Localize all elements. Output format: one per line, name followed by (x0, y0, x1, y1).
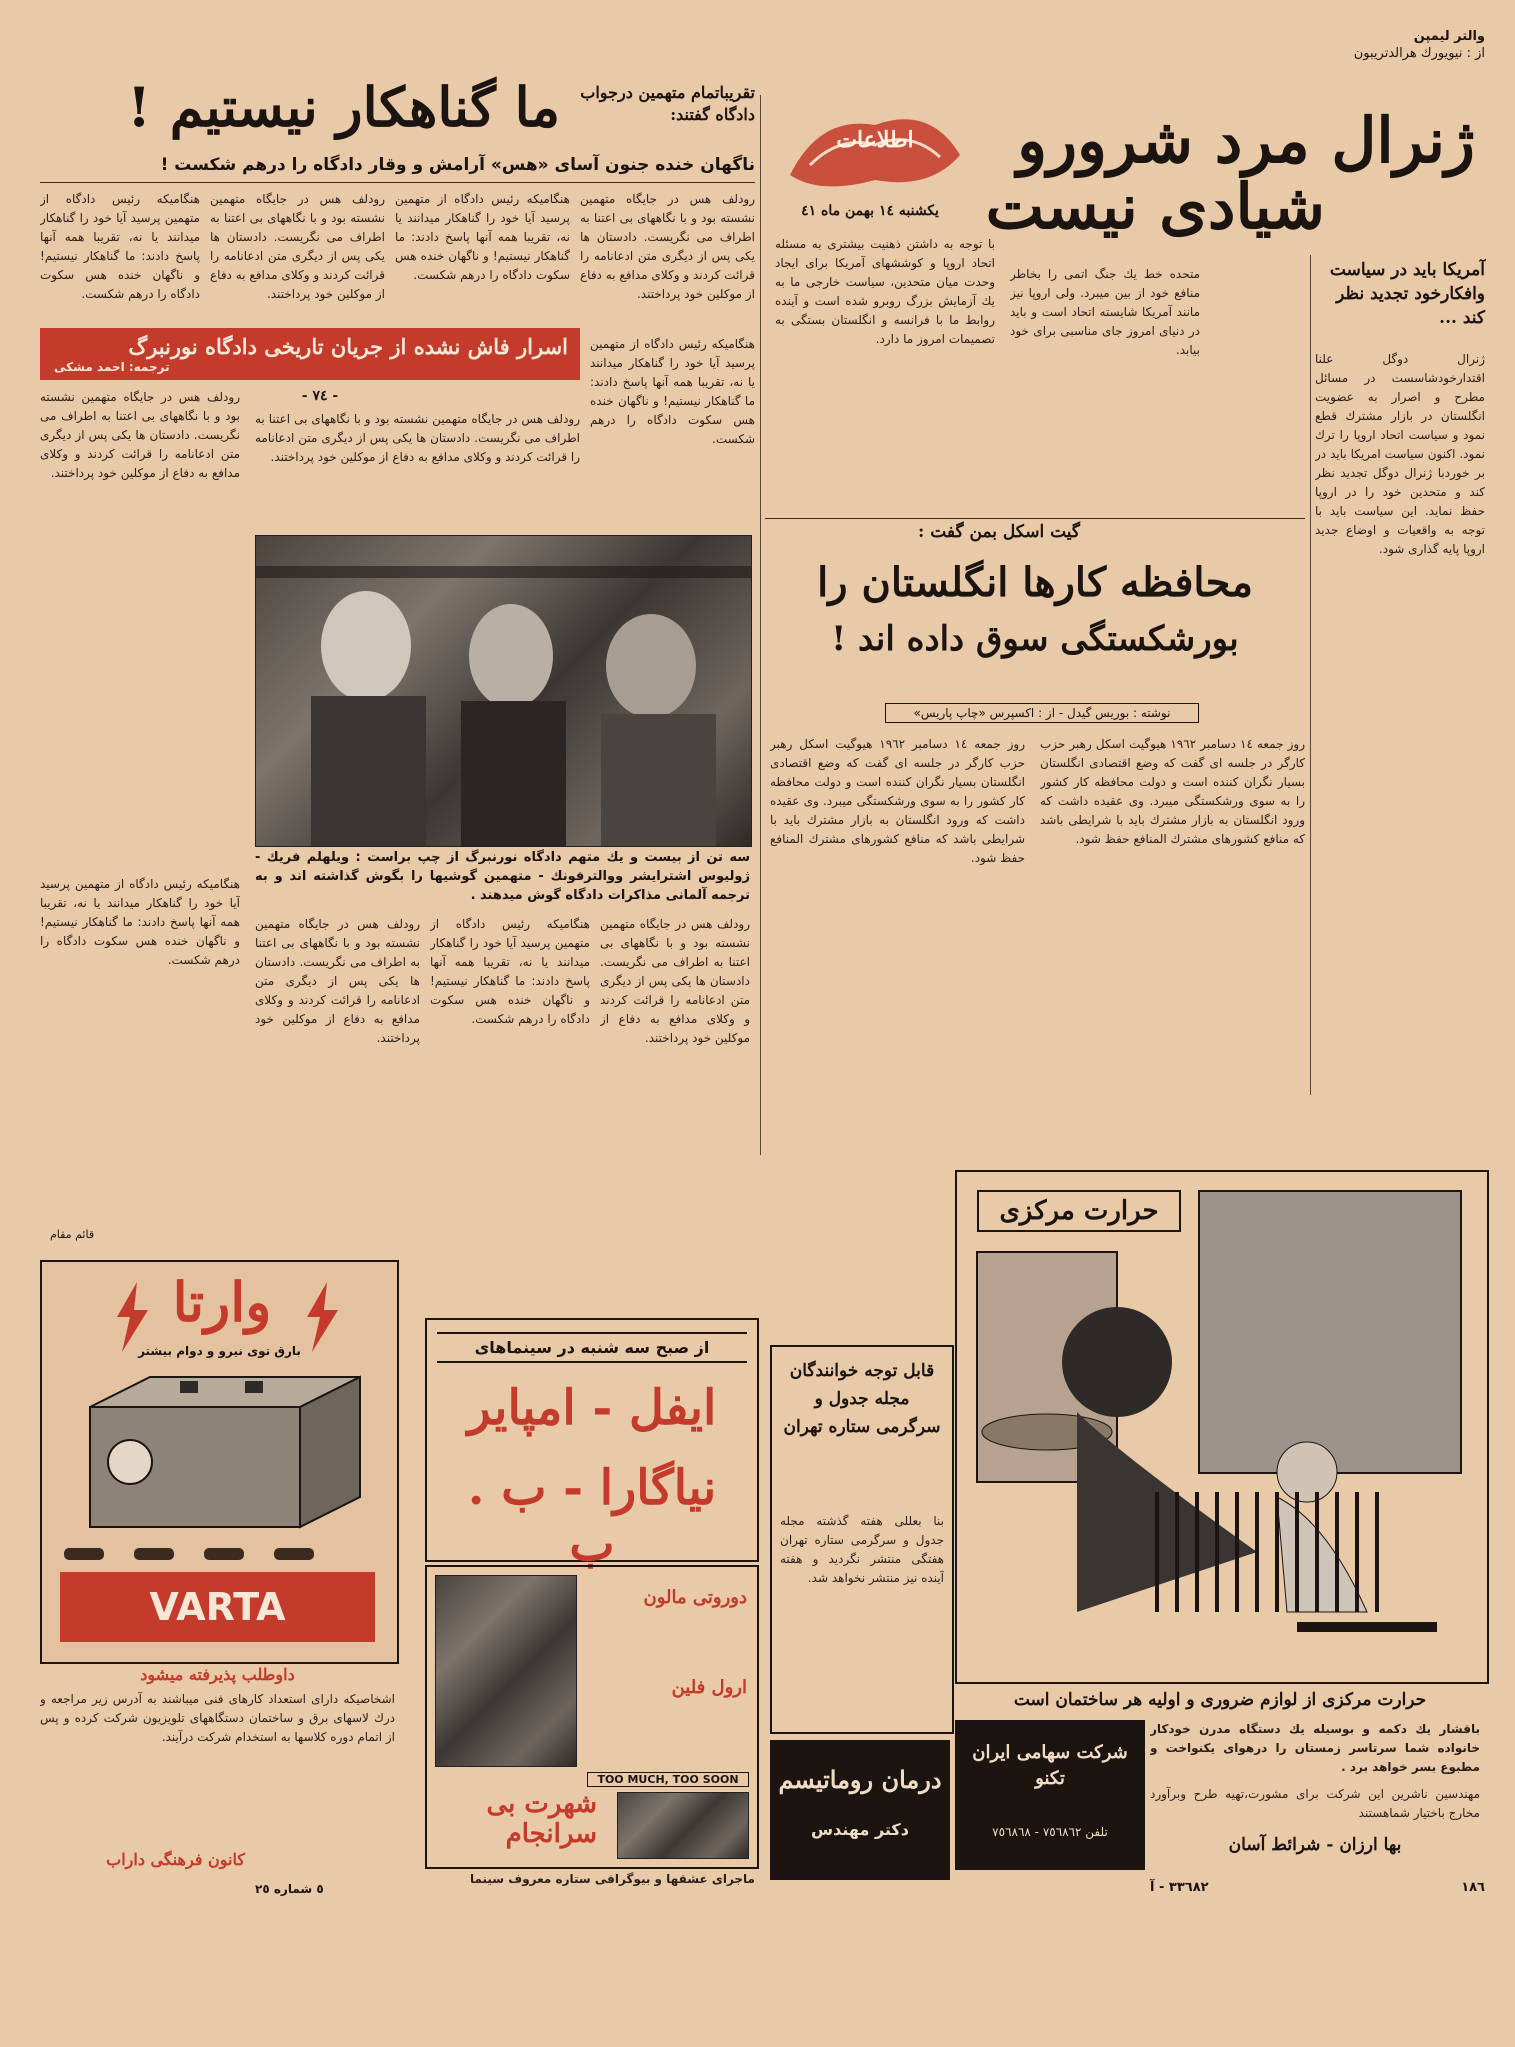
heating-text: باقشار يك دكمه و بوسيله يك دستگاه مدرن خودكار خانواده شما سرتاسر زمستان را درهواى يكنواخت و مطبوع بسر خواهد برد . (1150, 1722, 1480, 1774)
gaitskell-kicker: گيت اسكل بمن گفت : (918, 522, 1080, 542)
cinema-line1: ايفل - امپاير (467, 1380, 717, 1436)
varta-brand: وارتا (172, 1270, 272, 1334)
varta-ad (40, 1260, 399, 1664)
lightning-right-icon (302, 1282, 342, 1352)
jobs-org: كانون فرهنگى داراب (106, 1850, 245, 1869)
lightning-left-icon (112, 1282, 152, 1352)
cinema-kicker: از صبح سه شنبه در سينماهاى (437, 1332, 747, 1363)
cars-icon (54, 1540, 384, 1565)
section-divider (765, 518, 1305, 519)
newspaper-logo (780, 95, 970, 195)
rheumatism-doctor: دكتر مهندس (811, 1820, 909, 1839)
film-still-photo (617, 1792, 749, 1859)
trial-banner (40, 328, 580, 380)
trial-column-5: هنگاميكه رئيس دادگاه از متهمين پرسيد آيا خود را گناهكار ميدانند يا نه، تقريبا همه آنها پاسخ دادند: ما گناهكار نيستيم! و ناگهان خنده هس سكوت دادگاه را درهم شكست. (590, 337, 755, 446)
company-name: شركت سهامى ايران تكنو (972, 1742, 1128, 1789)
heating-ad (955, 1170, 1489, 1684)
trial-headline: ما گناهكار نيستيم ! (127, 75, 560, 139)
company-ad (955, 1720, 1145, 1870)
trial-kicker: تقريباتمام متهمين درجواب دادگاه گفتند: (580, 83, 755, 124)
trial-translator: ترجمه: احمد مشكى (54, 360, 170, 374)
varta-label: VARTA (60, 1572, 375, 1642)
column-rule (1310, 255, 1311, 1095)
gaitskell-headline (765, 555, 1305, 667)
trial-column-1: رودلف هس در جايگاه متهمين نشسته بود و با نگاههاى بى اعتنا به اطراف مى نگريست. دادستان ها يكى پس از ديگرى متن ادعانامه را قرائت كردند و وكلاى مدافع به دفاع از موكلين خود پرداختند. (580, 192, 755, 301)
actress-photo (435, 1575, 577, 1767)
heating-slogan: حرارت مركزى از لوازم ضرورى و اوليه هر ساختمان است (1013, 1690, 1427, 1710)
part-number: - ٧٤ - (301, 388, 339, 404)
attribution (1305, 28, 1485, 62)
jobs-title: داوطلب پذيرفته ميشود (140, 1665, 295, 1684)
trial-column-10: هنگاميكه رئيس دادگاه از متهمين پرسيد آيا خود را گناهكار ميدانند يا نه، تقريبا همه آنها پاسخ دادند: ما گناهكار نيستيم! و ناگهان خنده هس سكوت دادگاه را درهم شكست. (430, 917, 590, 1026)
trial-banner-text: اسرار فاش نشده از جريان تاريخى دادگاه نورنبرگ (128, 334, 568, 359)
rheumatism-title: درمان روماتيسم (778, 1765, 942, 1794)
logo-text: اطلاعات (836, 127, 914, 153)
gaitskell-headline-line1: محافظه كارها انگلستان را (817, 559, 1253, 606)
heating-title: حرارت مركزى (977, 1190, 1181, 1232)
film-title: شهرت بى سرانجام (486, 1789, 597, 1849)
trial-column-4: هنگاميكه رئيس دادگاه از متهمين پرسيد آيا خود را گناهكار ميدانند يا نه، تقريبا همه آنها پاسخ دادند: ما گناهكار نيستيم! و ناگهان خنده هس سكوت دادگاه را درهم شكست. (40, 192, 200, 301)
trial-signature: قائم مقام (50, 1228, 95, 1241)
footer-page-number: ١٨٦ (1461, 1880, 1485, 1895)
middle-column-1: متحده خط يك جنگ اتمى را بخاطر منافع خود از بين ميبرد. ولى اروپا نيز مانند آمريكا شايسته اتحاد است و بايد در دنياى امروز جاى مناسبى براى خود بيابد. (1010, 267, 1200, 357)
center-rule (760, 95, 761, 1155)
rheumatism-ad (770, 1740, 950, 1880)
trial-column-3: رودلف هس در جايگاه متهمين نشسته بود و با نگاههاى بى اعتنا به اطراف مى نگريست. دادستان ها يكى پس از ديگرى متن ادعانامه را قرائت كردند و وكلاى مدافع به دفاع از موكلين خود پرداختند. (210, 192, 385, 301)
trial-column-6: رودلف هس در جايگاه متهمين نشسته بود و با نگاههاى بى اعتنا به اطراف مى نگريست. دادستان ها يكى پس از ديگرى متن ادعانامه را قرائت كردند و وكلاى مدافع به دفاع از موكلين خود پرداختند. (40, 390, 240, 480)
company-phone: تلفن ٧٥٦٨٦٢ - ٧٥٦٨٦٨ (992, 1825, 1108, 1839)
cinema-line2: نياگارا - ب . ب (467, 1460, 717, 1572)
gaulle-column: ژنرال دوگل علنا اقتدارخودشاسست در مسائل مطرح و اصرار به عضويت انگلستان در بازار مشترك قطع نمود و سياست اتحاد اروپا را ترك نمود. اكنون سياست امريكا بايد در بر خوردبا ژنرال دوگل تجديد نظر كند و متحدين خود را در اروپا حفظ نمايد. اين سياست بايد با توجه به واقعيات و اوضاع جديد اروپا پايه گذارى شود. (1315, 352, 1485, 556)
family-heating-illustration-icon (957, 1192, 1477, 1672)
issue-info: ٥ شماره ٢٥ (255, 1882, 324, 1896)
footer-page-code: ٣٣٦٨٢ - آ (1150, 1880, 1209, 1895)
film-caption: ماجراى عشقها و بيوگرافى ستاره معروف سينما (469, 1872, 755, 1886)
gaitskell-headline-line2: بورشكستگى سوق داده اند ! (831, 619, 1239, 659)
main-headline (955, 104, 1475, 243)
trial-column-11: رودلف هس در جايگاه متهمين نشسته بود و با نگاههاى بى اعتنا به اطراف مى نگريست. دادستان ها يكى پس از ديگرى متن ادعانامه را قرائت كردند و وكلاى مدافع به دفاع از موكلين خود پرداختند. (255, 917, 420, 1045)
trial-subheadline: ناگهان خنده جنون آساى «هس» آرامش و وقار دادگاه را درهم شكست ! (160, 155, 755, 175)
trial-column-8: هنگاميكه رئيس دادگاه از متهمين پرسيد آيا خود را گناهكار ميدانند يا نه، تقريبا همه آنها پاسخ دادند: ما گناهكار نيستيم! و ناگهان خنده هس سكوت دادگاه را درهم شكست. (40, 877, 240, 967)
trial-column-9: رودلف هس در جايگاه متهمين نشسته بود و با نگاههاى بى اعتنا به اطراف مى نگريست. دادستان ها يكى پس از ديگرى متن ادعانامه را قرائت كردند و وكلاى مدافع به دفاع از موكلين خود پرداختند. (600, 917, 750, 1045)
photo-caption: سه تن از بيست و يك متهم دادگاه نورنبرگ از چپ براست : ويلهلم فريك - ژوليوس اشترايشر ووالترفونك - متهمين گوشيها را بگوش گذاشته اند و به ترجمه آلمانى مذاكرات دادگاه گوش ميدهند . (255, 850, 750, 903)
main-headline-line2: شيادى نيست (985, 170, 1325, 243)
magazine-notice-title: قابل توجه خوانندگان مجله جدول و سرگرمى ستاره تهران (783, 1361, 941, 1437)
varta-slogan: بارق توى نيرو و دوام بيشتر (138, 1344, 301, 1358)
trial-divider (40, 182, 755, 183)
heating-contact: مهندسين ناشرين اين شركت براى مشورت،تهيه طرح وبرآورد مخارج باختيار شماهستند (1150, 1787, 1480, 1820)
defendants-photo-icon (256, 536, 751, 846)
film-stars-1: دوروتى مالون (643, 1587, 747, 1608)
film-english-title: TOO MUCH, TOO SOON (587, 1772, 749, 1787)
attribution-name: والتر ليمپن (1413, 29, 1485, 44)
gaitskell-column-a: روز جمعه ١٤ دسامبر ١٩٦٢ هيوگيت اسكل رهبر حزب كارگر در جلسه اى گفت كه وضع اقتصادى انگلستان بسيار نگران كننده است و دولت محافظه كار كشور را به سوى ورشكستگى ميبرد. وى عقيده داشت كه ورود انگلستان به بازار مشترك بايد با شرايطى باشد كه منافع كشورهاى مشترك المنافع حفظ شود. (1040, 737, 1305, 846)
attribution-source: از : نيويورك هرالدتريبون (1353, 46, 1485, 61)
trial-column-2: هنگاميكه رئيس دادگاه از متهمين پرسيد آيا خود را گناهكار ميدانند يا نه، تقريبا همه آنها پاسخ دادند: ما گناهكار نيستيم! و ناگهان خنده هس سكوت دادگاه را درهم شكست. (395, 192, 570, 282)
trial-photo (255, 535, 752, 847)
gaitskell-byline: نوشته : بوريس گيدل - از : اكسپرس «چاپ پاريس» (885, 703, 1199, 723)
heating-price: بها ارزان - شرائط آسان (1228, 1835, 1402, 1855)
date-line: يكشنبه ١٤ بهمن ماه ٤١ (801, 203, 939, 219)
battery-icon (70, 1367, 370, 1537)
magazine-notice-text: بنا بعللى هفته گذشته مجله جدول و سرگرمى ستاره تهران هفتگى منتشر نگرديد و هفته آينده نيز منتشر نخواهد شد. (780, 1514, 944, 1585)
film-stars-2: ارول فلين (671, 1677, 747, 1698)
jobs-text: اشخاصيكه داراى استعداد كارهاى فنى ميباشند به آدرس زير مراجعه و درك لاسهاى برق و ساختمان دستگاههاى تلويزيون شركت كرده و پس از اتمام دوره كلاسها به استخدام شركت درآيند. (40, 1692, 395, 1744)
gaitskell-column-b: روز جمعه ١٤ دسامبر ١٩٦٢ هيوگيت اسكل رهبر حزب كارگر در جلسه اى گفت كه وضع اقتصادى انگلستان بسيار نگران كننده است و دولت محافظه كار كشور را به سوى ورشكستگى ميبرد. وى عقيده داشت كه ورود انگلستان به بازار مشترك بايد با شرايطى باشد كه منافع كشورهاى مشترك المنافع حفظ شود. (770, 737, 1025, 865)
main-headline-line1: ژنرال مرد شرورو (1017, 104, 1475, 177)
magazine-notice (770, 1345, 954, 1734)
subheading-america: آمريكا بايد در سياست وافكارخود تجديد نظر كند ... (1329, 260, 1485, 328)
film-ad (425, 1565, 759, 1869)
cinema-ad (425, 1318, 759, 1572)
middle-column-2: با توجه به داشتن ذهنيت بيشترى به مسئله اتحاد اروپا و كوششهاى آمريكا براى ايجاد وحدت ميان متحدين، سياست خارجى ما به يك آزمايش بزرگ روبرو شده است و آينده روابط ما با فرانسه و انگلستان بستگى به تصميمات امروز ما دارد. (775, 237, 995, 346)
trial-column-7: رودلف هس در جايگاه متهمين نشسته بود و با نگاههاى بى اعتنا به اطراف مى نگريست. دادستان ها يكى پس از ديگرى متن ادعانامه را قرائت كردند و وكلاى مدافع به دفاع از موكلين خود پرداختند. (255, 412, 580, 464)
